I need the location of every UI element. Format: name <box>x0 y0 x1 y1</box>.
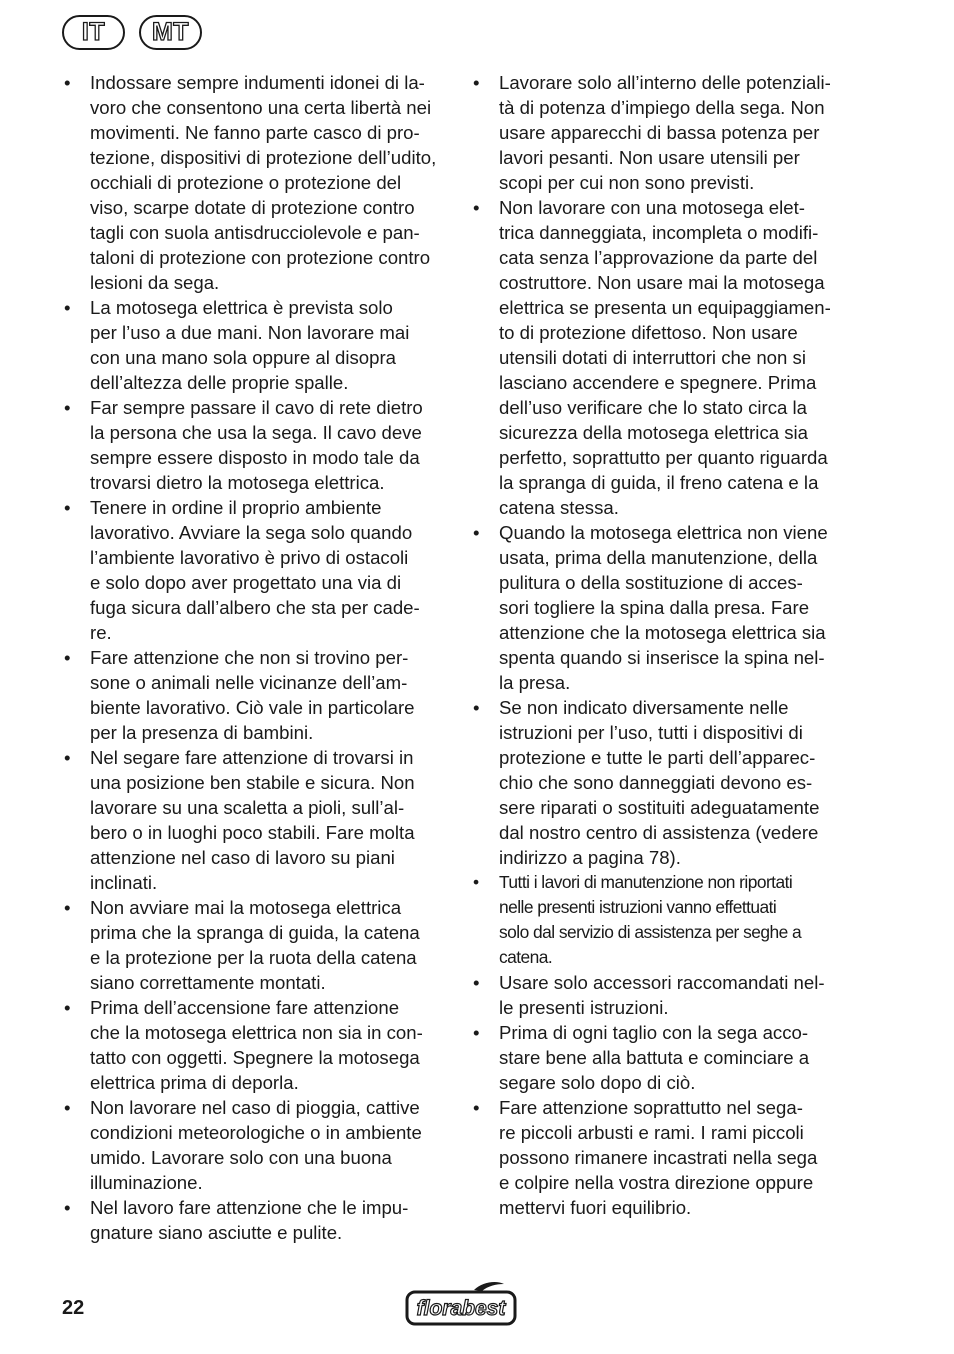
list-item: • Indossare sempre indumenti idonei di la- voro che consentono una certa libertà nei movimenti. Ne fanno parte casco di pro- tezione, dispositivi di protezione dell’udito, occhiali di protezione o protezione del viso, scarpe dotate di protezione contro tagli con suola antisdrucciolevole e pan- taloni di protezione con protezione contro lesioni da sega. <box>64 72 437 293</box>
list-item-text: Usare solo accessori raccomandati nel- le presenti istruzioni. <box>499 972 825 1018</box>
page-number: 22 <box>62 1297 85 1319</box>
list-item-text: Nel lavoro fare attenzione che le impu- gnature siano asciutte e pulite. <box>90 1197 409 1243</box>
list-item-text: Non lavorare nel caso di pioggia, cattive condizioni meteorologiche o in ambiente umido. Lavorare solo con una buona illuminazione. <box>90 1097 422 1193</box>
right-column-list <box>471 70 863 1220</box>
left-column-list <box>62 70 452 1245</box>
list-item-text: Quando la motosega elettrica non viene usata, prima della manutenzione, della pulitura o della sostituzione di acces- sori togliere la spina dalla presa. Fare attenzione che la motosega elettrica sia spenta quando si inserisce la spina nel- la presa. <box>499 522 828 693</box>
florabest-logo <box>404 1280 518 1328</box>
list-item-text: Lavorare solo all’interno delle potenziali- tà di potenza d’impiego della sega. Non usare apparecchi di bassa potenza per lavori pesanti. Non usare utensili per scopi per cui non sono previsti. <box>499 72 831 193</box>
language-badges <box>62 15 202 50</box>
list-item: • Tutti i lavori di manutenzione non riportati nelle presenti istruzioni vanno effettuati solo dal servizio di assistenza per seghe a catena. <box>473 872 802 967</box>
list-item: • La motosega elettrica è prevista solo per l’uso a due mani. Non lavorare mai con una mano sola oppure al disopra dell’altezza delle proprie spalle. <box>64 297 410 393</box>
list-item: • Fare attenzione soprattutto nel sega- re piccoli arbusti e rami. I rami piccoli possono rimanere incastrati nella sega e colpire nella vostra direzione oppure mettervi fuori equilibrio. <box>473 1097 818 1218</box>
list-item-text: Fare attenzione soprattutto nel sega- re piccoli arbusti e rami. I rami piccoli possono rimanere incastrati nella sega e colpire nella vostra direzione oppure mettervi fuori equilibrio. <box>499 1097 818 1218</box>
list-item: • Non avviare mai la motosega elettrica prima che la spranga di guida, la catena e la protezione per la ruota della catena siano correttamente montati. <box>64 897 420 993</box>
list-item: • Se non indicato diversamente nelle istruzioni per l’uso, tutti i dispositivi di protezione e tutte le parti dell’apparec- chio che sono danneggiati devono es- sere riparati o sostituiti adeguatamente dal nostro centro di assistenza (vedere indirizzo a pagina 78). <box>473 697 820 868</box>
language-badge-it: IT <box>62 15 125 50</box>
list-item-text: Non avviare mai la motosega elettrica prima che la spranga di guida, la catena e la protezione per la ruota della catena siano correttamente montati. <box>90 897 420 993</box>
list-item: • Lavorare solo all’interno delle potenziali- tà di potenza d’impiego della sega. Non usare apparecchi di bassa potenza per lavori pesanti. Non usare utensili per scopi per cui non sono previsti. <box>473 72 831 193</box>
list-item-text: Se non indicato diversamente nelle istruzioni per l’uso, tutti i dispositivi di protezione e tutte le parti dell’apparec- chio che sono danneggiati devono es- sere riparati o sostituiti adeguatamente dal nostro centro di assistenza (vedere indirizzo a pagina 78). <box>499 697 820 868</box>
list-item-text: Far sempre passare il cavo di rete dietro la persona che usa la sega. Il cavo deve sempre essere disposto in modo tale da trovarsi dietro la motosega elettrica. <box>90 397 423 493</box>
list-item-text: Prima dell’accensione fare attenzione che la motosega elettrica non sia in con- tatto con oggetti. Spegnere la motosega elettrica prima di deporla. <box>90 997 423 1093</box>
list-item-text: Non lavorare con una motosega elet- trica danneggiata, incompleta o modifi- cata senza l’approvazione da parte del costruttore. Non usare mai la motosega elettrica se presenta un equipaggiamen- to di protezione difettoso. Non usare utensili dotati di interruttori che non si lasciano accendere e spegnere. Prima dell’uso verificare che lo stato circa la sicurezza della motosega elettrica sia perfetto, soprattutto per quanto riguarda la spranga di guida, il freno catena e la catena stessa. <box>499 197 831 518</box>
list-item: • Tenere in ordine il proprio ambiente lavorativo. Avviare la sega solo quando l’ambiente lavorativo è privo di ostacoli e solo dopo aver progettato una via di fuga sicura dall’albero che sta per cade- re. <box>64 497 420 643</box>
list-item: • Usare solo accessori raccomandati nel- le presenti istruzioni. <box>473 972 825 1018</box>
list-item-text: Tenere in ordine il proprio ambiente lavorativo. Avviare la sega solo quando l’ambiente lavorativo è privo di ostacoli e solo dopo aver progettato una via di fuga sicura dall’albero che sta per cade- re. <box>90 497 420 643</box>
list-item-text: Fare attenzione che non si trovino per- sone o animali nelle vicinanze dell’am- biente lavorativo. Ciò vale in particolare per la presenza di bambini. <box>90 647 415 743</box>
language-badge-mt: MT <box>139 15 202 50</box>
list-item: • Non lavorare con una motosega elet- trica danneggiata, incompleta o modifi- cata senza l’approvazione da parte del costruttore. Non usare mai la motosega elettrica se presenta un equipaggiamen- to di protezione difettoso. Non usare utensili dotati di interruttori che non si lasciano accendere e spegnere. Prima dell’uso verificare che lo stato circa la sicurezza della motosega elettrica sia perfetto, soprattutto per quanto riguarda la spranga di guida, il freno catena e la catena stessa. <box>473 197 831 518</box>
list-item-text: La motosega elettrica è prevista solo per l’uso a due mani. Non lavorare mai con una mano sola oppure al disopra dell’altezza delle proprie spalle. <box>90 297 410 393</box>
list-item: • Far sempre passare il cavo di rete dietro la persona che usa la sega. Il cavo deve sempre essere disposto in modo tale da trovarsi dietro la motosega elettrica. <box>64 397 423 493</box>
list-item: • Prima dell’accensione fare attenzione che la motosega elettrica non sia in con- tatto con oggetti. Spegnere la motosega elettrica prima di deporla. <box>64 997 423 1093</box>
list-item-text: Prima di ogni taglio con la sega acco- stare bene alla battuta e cominciare a segare solo dopo di ciò. <box>499 1022 810 1093</box>
list-item: • Prima di ogni taglio con la sega acco- stare bene alla battuta e cominciare a segare solo dopo di ciò. <box>473 1022 810 1093</box>
list-item-text: Nel segare fare attenzione di trovarsi in una posizione ben stabile e sicura. Non lavorare su una scaletta a pioli, sull’al- bero o in luoghi poco stabili. Fare molta attenzione nel caso di lavoro su piani inclinati. <box>90 747 415 893</box>
logo-text: florabest <box>416 1297 506 1320</box>
list-item: • Non lavorare nel caso di pioggia, cattive condizioni meteorologiche o in ambiente umido. Lavorare solo con una buona illuminazione. <box>64 1097 422 1193</box>
list-item-text: Tutti i lavori di manutenzione non riportati nelle presenti istruzioni vanno effettuati solo dal servizio di assistenza per seghe a catena. <box>499 872 802 967</box>
list-item-text: Indossare sempre indumenti idonei di la- voro che consentono una certa libertà nei movimenti. Ne fanno parte casco di pro- tezione, dispositivi di protezione dell’udito, occhiali di protezione o protezione del viso, scarpe dotate di protezione contro tagli con suola antisdrucciolevole e pan- taloni di protezione con protezione contro lesioni da sega. <box>90 72 437 293</box>
list-item: • Quando la motosega elettrica non viene usata, prima della manutenzione, della pulitura o della sostituzione di acces- sori togliere la spina dalla presa. Fare attenzione che la motosega elettrica sia spenta quando si inserisce la spina nel- la presa. <box>473 522 828 693</box>
list-item: • Nel segare fare attenzione di trovarsi in una posizione ben stabile e sicura. Non lavorare su una scaletta a pioli, sull’al- bero o in luoghi poco stabili. Fare molta attenzione nel caso di lavoro su piani inclinati. <box>64 747 415 893</box>
list-item: • Fare attenzione che non si trovino per- sone o animali nelle vicinanze dell’am- biente lavorativo. Ciò vale in particolare per la presenza di bambini. <box>64 647 415 743</box>
list-item: • Nel lavoro fare attenzione che le impu- gnature siano asciutte e pulite. <box>64 1197 409 1243</box>
